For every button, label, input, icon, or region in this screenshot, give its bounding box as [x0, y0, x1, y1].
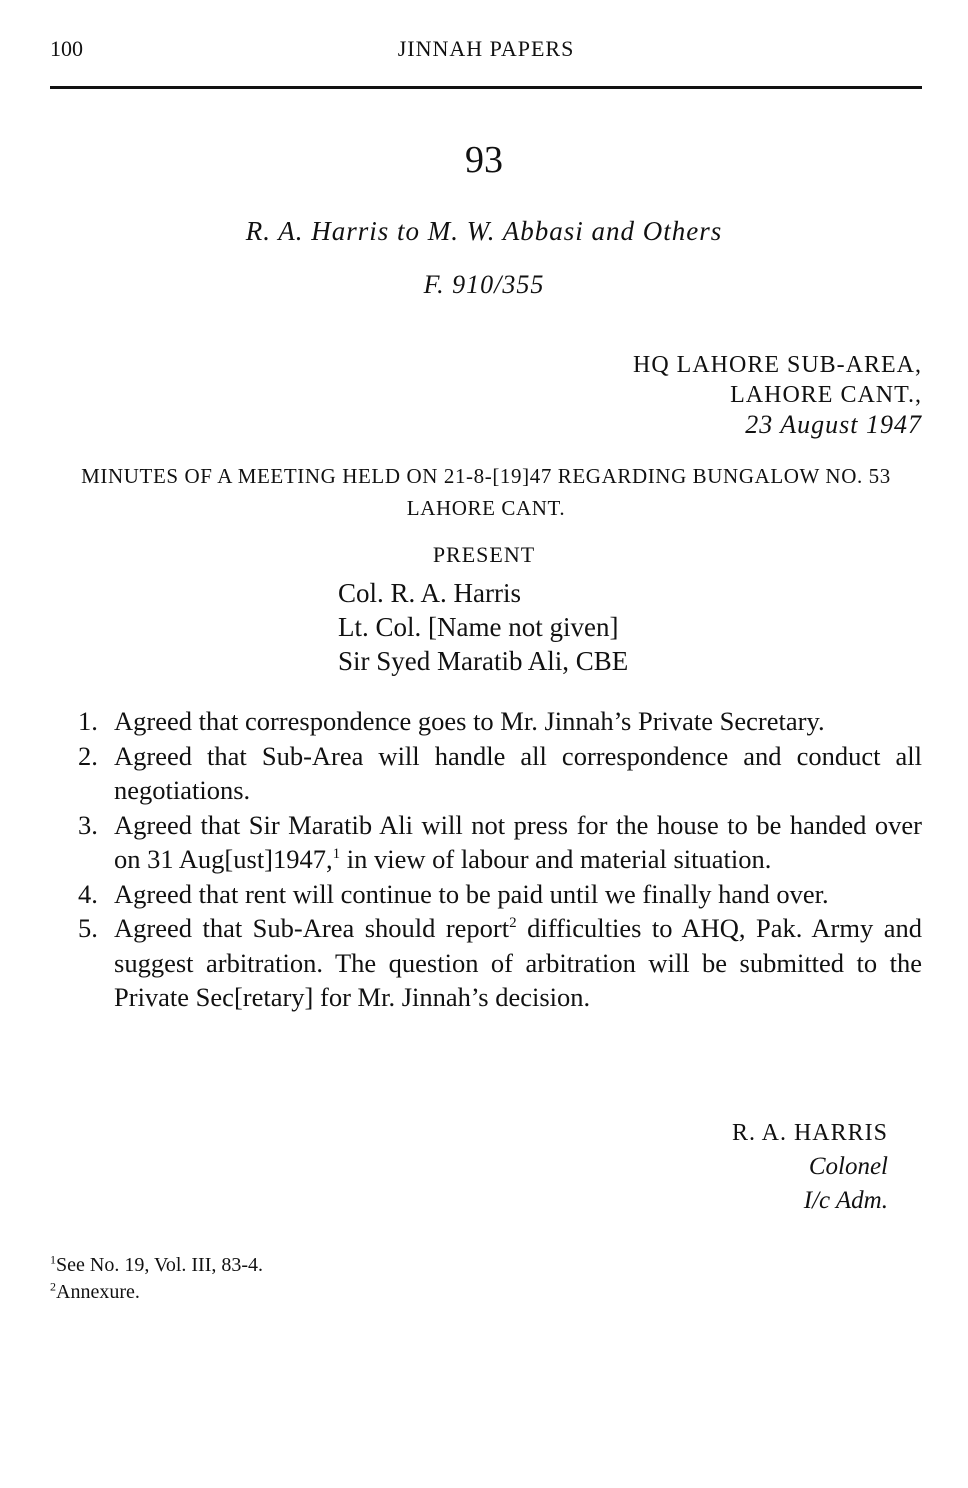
- header-rule: [50, 86, 922, 89]
- agreement-text-part: Agreed that Sub-Area should report: [114, 913, 510, 943]
- agreement-list: [78, 704, 922, 1015]
- agreement-item: [78, 739, 922, 808]
- signatory-rank: Colonel: [808, 1153, 888, 1180]
- agreement-number: 5.: [78, 913, 98, 943]
- signatory-post: I/c Adm.: [803, 1187, 888, 1214]
- agreement-text: Agreed that rent will continue to be paid until we finally hand over.: [114, 878, 829, 909]
- agreement-item: [78, 808, 922, 877]
- agreement-text-part: difficulties to AHQ, Pak. Army and suggest arbitration. The question of arbitration will be submitted to the Private Sec[retary] for Mr. Jinnah’s decision.: [114, 913, 922, 1012]
- agreement-number: 3.: [78, 809, 98, 840]
- letter-date: 23 August 1947: [745, 410, 922, 439]
- running-title: JINNAH PAPERS: [397, 36, 575, 61]
- address-line-2: LAHORE CANT.,: [730, 382, 922, 408]
- document-number: 93: [465, 139, 503, 181]
- agreement-item: [78, 704, 922, 739]
- footnote: [50, 1279, 263, 1306]
- agreement-text-part: in view of labour and material situation.: [340, 844, 772, 874]
- footnote-mark: 2: [50, 1279, 56, 1294]
- page-number: 100: [50, 36, 83, 61]
- attendee: Sir Syed Maratib Ali, CBE: [338, 646, 629, 676]
- signature-block: [732, 1116, 888, 1218]
- minutes-title: MINUTES OF A MEETING HELD ON 21-8-[19]47 REGARDING BUNGALOW NO. 53 LAHORE CANT.: [81, 464, 891, 520]
- footnote: [50, 1252, 263, 1279]
- agreement-item: [78, 877, 922, 912]
- agreement-number: 4.: [78, 878, 98, 909]
- address-line-1: HQ LAHORE SUB-AREA,: [633, 352, 922, 378]
- agreement-item: [78, 911, 922, 1015]
- address-block: [633, 350, 922, 440]
- agreement-text-part: Agreed that Sir Maratib Ali will not press for the house to be handed over on 31 Aug[ust]1947,: [114, 809, 922, 874]
- footnotes: [50, 1252, 263, 1306]
- agreement-text: [114, 808, 922, 877]
- footnote-mark: 1: [332, 846, 341, 863]
- agreement-number: 1.: [78, 706, 98, 736]
- present-heading: PRESENT: [432, 542, 536, 567]
- agreement-text: Agreed that correspondence goes to Mr. Jinnah’s Private Secretary.: [114, 706, 825, 736]
- running-head: [50, 36, 922, 66]
- agreement-text: [114, 911, 922, 1015]
- footnote-mark: 2: [509, 915, 517, 932]
- footnote-text: See No. 19, Vol. III, 83-4.: [56, 1254, 264, 1276]
- attendee: Lt. Col. [Name not given]: [338, 612, 619, 642]
- file-reference: F. 910/355: [423, 270, 545, 299]
- signatory-name: R. A. HARRIS: [731, 1120, 888, 1146]
- agreement-number: 2.: [78, 740, 98, 771]
- footnote-mark: 1: [50, 1252, 56, 1267]
- attendee: Col. R. A. Harris: [338, 578, 522, 608]
- footnote-text: Annexure.: [56, 1281, 140, 1303]
- agreement-text: Agreed that Sub-Area will handle all correspondence and conduct all negotiations.: [114, 740, 922, 805]
- document-heading: R. A. Harris to M. W. Abbasi and Others: [245, 216, 723, 246]
- attendee-list: [338, 576, 628, 678]
